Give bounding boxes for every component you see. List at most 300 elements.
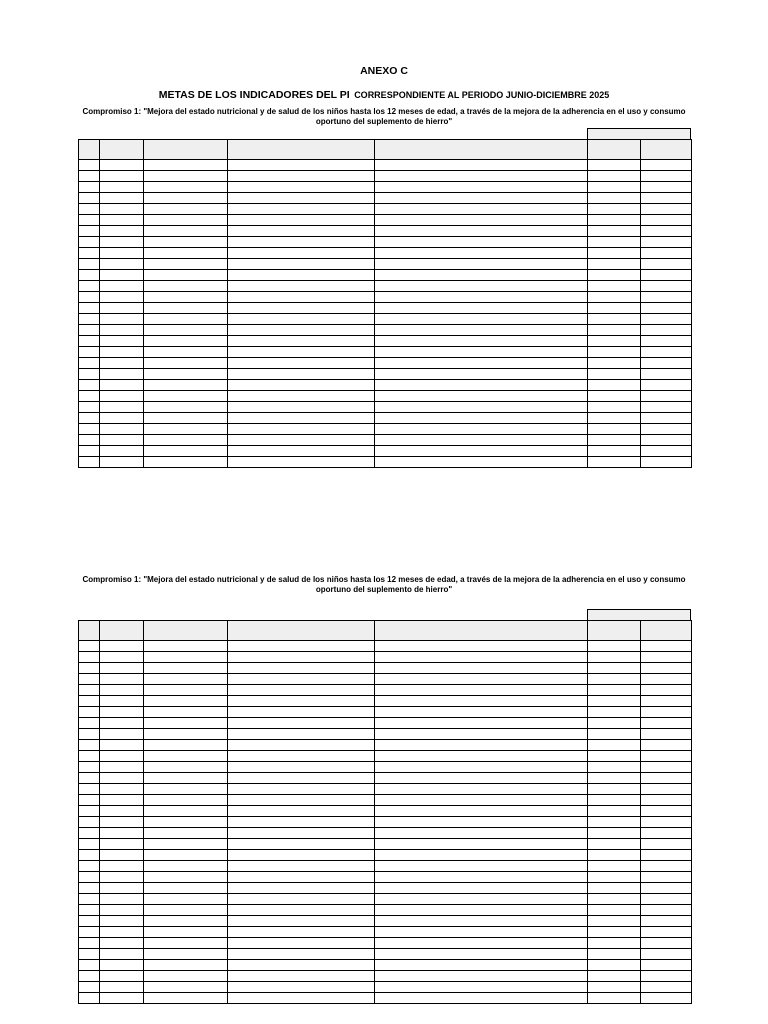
header-cell xyxy=(588,140,641,160)
table-cell xyxy=(79,652,100,663)
table-cell xyxy=(375,806,588,817)
table-cell xyxy=(144,369,228,380)
table-cell xyxy=(100,402,144,413)
table-cell xyxy=(144,663,228,674)
table-cell xyxy=(228,358,375,369)
table-row xyxy=(79,237,692,248)
table-header-row xyxy=(79,621,692,641)
table-cell xyxy=(588,446,641,457)
header-cell xyxy=(375,140,588,160)
table-cell xyxy=(588,806,641,817)
table-cell xyxy=(100,457,144,468)
table-row xyxy=(79,424,692,435)
table-cell xyxy=(100,916,144,927)
table-cell xyxy=(375,707,588,718)
table-row xyxy=(79,795,692,806)
header-cell xyxy=(79,621,100,641)
table-cell xyxy=(79,325,100,336)
table-cell xyxy=(588,784,641,795)
table-cell xyxy=(228,993,375,1004)
table-cell xyxy=(79,784,100,795)
table-cell xyxy=(375,369,588,380)
table-cell xyxy=(641,696,692,707)
table-cell xyxy=(588,938,641,949)
table-cell xyxy=(79,806,100,817)
table-cell xyxy=(641,325,692,336)
table-cell xyxy=(375,281,588,292)
table-cell xyxy=(375,314,588,325)
table-cell xyxy=(79,402,100,413)
table-cell xyxy=(375,674,588,685)
table-cell xyxy=(100,707,144,718)
table-cell xyxy=(375,347,588,358)
annex-title: ANEXO C xyxy=(360,65,408,77)
table-cell xyxy=(144,380,228,391)
table-cell xyxy=(641,413,692,424)
table-cell xyxy=(641,795,692,806)
table-cell xyxy=(588,182,641,193)
table-cell xyxy=(100,641,144,652)
table-cell xyxy=(100,894,144,905)
table-row xyxy=(79,641,692,652)
table-cell xyxy=(79,446,100,457)
table-cell xyxy=(641,215,692,226)
header-cell xyxy=(79,140,100,160)
table-cell xyxy=(100,336,144,347)
table-cell xyxy=(228,927,375,938)
table-cell xyxy=(79,215,100,226)
indicators-table-1 xyxy=(78,139,692,468)
table-cell xyxy=(100,237,144,248)
table-row xyxy=(79,949,692,960)
table-cell xyxy=(375,740,588,751)
table-row xyxy=(79,773,692,784)
table-cell xyxy=(228,160,375,171)
table-cell xyxy=(588,314,641,325)
table-cell xyxy=(375,270,588,281)
table-cell xyxy=(588,457,641,468)
table-cell xyxy=(228,883,375,894)
table-row xyxy=(79,226,692,237)
table-cell xyxy=(375,171,588,182)
table-cell xyxy=(79,773,100,784)
table-cell xyxy=(588,641,641,652)
table-cell xyxy=(79,424,100,435)
table-row xyxy=(79,718,692,729)
table-cell xyxy=(641,982,692,993)
table-cell xyxy=(100,652,144,663)
table-cell xyxy=(375,762,588,773)
table-cell xyxy=(228,663,375,674)
table-row xyxy=(79,435,692,446)
table-cell xyxy=(375,380,588,391)
table-cell xyxy=(375,663,588,674)
table-cell xyxy=(228,817,375,828)
table-cell xyxy=(588,696,641,707)
table-cell xyxy=(228,828,375,839)
table-cell xyxy=(228,938,375,949)
table-cell xyxy=(641,193,692,204)
table-cell xyxy=(144,193,228,204)
table-cell xyxy=(144,806,228,817)
table-cell xyxy=(100,204,144,215)
table-cell xyxy=(144,729,228,740)
table-cell xyxy=(144,927,228,938)
table-cell xyxy=(588,303,641,314)
table-cell xyxy=(588,740,641,751)
table-cell xyxy=(228,204,375,215)
table-cell xyxy=(228,424,375,435)
table-cell xyxy=(144,762,228,773)
table-cell xyxy=(100,762,144,773)
document-title xyxy=(0,85,768,103)
table-row xyxy=(79,347,692,358)
table-cell xyxy=(375,729,588,740)
table-row xyxy=(79,281,692,292)
table-cell xyxy=(144,215,228,226)
table-cell xyxy=(144,905,228,916)
table-cell xyxy=(100,993,144,1004)
table-cell xyxy=(588,435,641,446)
table-row xyxy=(79,850,692,861)
table-row xyxy=(79,369,692,380)
table-cell xyxy=(375,424,588,435)
table-cell xyxy=(641,740,692,751)
table-cell xyxy=(79,751,100,762)
table-cell xyxy=(588,927,641,938)
table-cell xyxy=(228,949,375,960)
table-cell xyxy=(588,971,641,982)
table-cell xyxy=(79,674,100,685)
table-cell xyxy=(228,784,375,795)
table-row xyxy=(79,938,692,949)
table-cell xyxy=(100,380,144,391)
table-cell xyxy=(144,358,228,369)
table-cell xyxy=(228,435,375,446)
table-cell xyxy=(588,861,641,872)
table-cell xyxy=(144,707,228,718)
table-cell xyxy=(228,259,375,270)
table-cell xyxy=(100,729,144,740)
table-cell xyxy=(375,160,588,171)
table-cell xyxy=(588,237,641,248)
table-cell xyxy=(100,347,144,358)
table-cell xyxy=(144,336,228,347)
table-row xyxy=(79,391,692,402)
table-cell xyxy=(79,960,100,971)
table-cell xyxy=(79,160,100,171)
table-cell xyxy=(100,292,144,303)
table-cell xyxy=(588,905,641,916)
table-cell xyxy=(79,391,100,402)
table-cell xyxy=(588,215,641,226)
table-cell xyxy=(144,641,228,652)
header-cell xyxy=(641,140,692,160)
table-row xyxy=(79,696,692,707)
header-cell xyxy=(228,621,375,641)
table-cell xyxy=(641,806,692,817)
table-row xyxy=(79,784,692,795)
table-cell xyxy=(588,685,641,696)
table-cell xyxy=(144,652,228,663)
table-cell xyxy=(375,641,588,652)
table-row xyxy=(79,652,692,663)
table-row xyxy=(79,960,692,971)
table-cell xyxy=(375,993,588,1004)
table-cell xyxy=(100,413,144,424)
table-cell xyxy=(641,971,692,982)
table-cell xyxy=(79,762,100,773)
table-cell xyxy=(228,751,375,762)
table-cell xyxy=(144,292,228,303)
table-cell xyxy=(79,237,100,248)
table-cell xyxy=(375,916,588,927)
table-cell xyxy=(375,391,588,402)
header-cell xyxy=(100,621,144,641)
table-cell xyxy=(79,248,100,259)
table-cell xyxy=(79,347,100,358)
table-cell xyxy=(375,446,588,457)
table-cell xyxy=(79,938,100,949)
table-cell xyxy=(375,949,588,960)
table-cell xyxy=(79,641,100,652)
table-cell xyxy=(588,729,641,740)
table-cell xyxy=(375,905,588,916)
table-cell xyxy=(375,861,588,872)
indicators-table-2 xyxy=(78,620,692,1004)
table-cell xyxy=(100,685,144,696)
table-cell xyxy=(79,696,100,707)
table-row xyxy=(79,817,692,828)
table-cell xyxy=(144,740,228,751)
table-cell xyxy=(228,248,375,259)
table-cell xyxy=(588,707,641,718)
table-cell xyxy=(100,424,144,435)
table-cell xyxy=(144,160,228,171)
table-cell xyxy=(79,839,100,850)
table-cell xyxy=(588,347,641,358)
table-cell xyxy=(144,784,228,795)
table-cell xyxy=(144,894,228,905)
table-cell xyxy=(641,817,692,828)
table-cell xyxy=(375,336,588,347)
table-cell xyxy=(144,850,228,861)
table-cell xyxy=(375,883,588,894)
table-cell xyxy=(144,402,228,413)
table-row xyxy=(79,193,692,204)
table-cell xyxy=(641,652,692,663)
table-cell xyxy=(641,861,692,872)
table-cell xyxy=(641,872,692,883)
table-cell xyxy=(144,685,228,696)
table-cell xyxy=(375,226,588,237)
table-cell xyxy=(375,817,588,828)
table-cell xyxy=(228,652,375,663)
table-cell xyxy=(228,806,375,817)
table-row xyxy=(79,993,692,1004)
table-cell xyxy=(79,457,100,468)
table-cell xyxy=(588,850,641,861)
table-cell xyxy=(588,248,641,259)
table-cell xyxy=(588,795,641,806)
title-main: METAS DE LOS INDICADORES DEL PI xyxy=(158,89,350,101)
table-cell xyxy=(375,193,588,204)
table-cell xyxy=(375,927,588,938)
table-cell xyxy=(588,883,641,894)
table-cell xyxy=(228,292,375,303)
table-cell xyxy=(144,270,228,281)
table-cell xyxy=(100,674,144,685)
table-cell xyxy=(144,982,228,993)
table-cell xyxy=(375,784,588,795)
table-cell xyxy=(79,971,100,982)
table-cell xyxy=(228,696,375,707)
table-cell xyxy=(641,237,692,248)
table-row xyxy=(79,762,692,773)
table-row xyxy=(79,380,692,391)
table-cell xyxy=(588,380,641,391)
table-cell xyxy=(588,281,641,292)
table-cell xyxy=(144,182,228,193)
table-cell xyxy=(588,817,641,828)
header-cell xyxy=(100,140,144,160)
table-cell xyxy=(228,314,375,325)
table-cell xyxy=(79,292,100,303)
table-cell xyxy=(79,204,100,215)
table-cell xyxy=(588,413,641,424)
table-cell xyxy=(641,380,692,391)
table-cell xyxy=(641,446,692,457)
table-cell xyxy=(641,938,692,949)
table-cell xyxy=(641,784,692,795)
table-cell xyxy=(588,872,641,883)
table-row xyxy=(79,894,692,905)
table-cell xyxy=(144,993,228,1004)
table-cell xyxy=(641,391,692,402)
table-cell xyxy=(641,883,692,894)
table-cell xyxy=(144,457,228,468)
table-cell xyxy=(100,391,144,402)
table-cell xyxy=(588,391,641,402)
table-cell xyxy=(641,751,692,762)
table-cell xyxy=(228,729,375,740)
table-cell xyxy=(144,259,228,270)
table-cell xyxy=(588,839,641,850)
table-cell xyxy=(79,828,100,839)
table-cell xyxy=(228,369,375,380)
table-cell xyxy=(144,237,228,248)
table-cell xyxy=(588,424,641,435)
table-cell xyxy=(228,685,375,696)
table-cell xyxy=(79,259,100,270)
table-cell xyxy=(144,248,228,259)
table-row xyxy=(79,663,692,674)
header-cell xyxy=(641,621,692,641)
table-row xyxy=(79,905,692,916)
table-row xyxy=(79,861,692,872)
table-cell xyxy=(375,938,588,949)
table-cell xyxy=(228,171,375,182)
table-cell xyxy=(375,971,588,982)
table-cell xyxy=(144,861,228,872)
table-cell xyxy=(588,993,641,1004)
table-cell xyxy=(375,413,588,424)
table-row xyxy=(79,215,692,226)
table-cell xyxy=(144,171,228,182)
table-cell xyxy=(588,292,641,303)
table-row xyxy=(79,828,692,839)
table-row xyxy=(79,182,692,193)
table-cell xyxy=(588,960,641,971)
table-cell xyxy=(144,795,228,806)
table-header-row xyxy=(79,140,692,160)
table-cell xyxy=(375,652,588,663)
table-cell xyxy=(228,971,375,982)
table-row xyxy=(79,358,692,369)
table-cell xyxy=(641,718,692,729)
table-cell xyxy=(100,960,144,971)
table-cell xyxy=(100,248,144,259)
table-cell xyxy=(79,707,100,718)
table-cell xyxy=(641,171,692,182)
table-cell xyxy=(144,773,228,784)
table-cell xyxy=(79,413,100,424)
table-cell xyxy=(641,270,692,281)
table-cell xyxy=(228,347,375,358)
table-row xyxy=(79,751,692,762)
title-period: CORRESPONDIENTE AL PERIODO JUNIO-DICIEMBRE 2025 xyxy=(354,90,610,100)
table-cell xyxy=(144,391,228,402)
table-cell xyxy=(79,171,100,182)
table-cell xyxy=(588,336,641,347)
header-cell xyxy=(144,140,228,160)
table-cell xyxy=(641,402,692,413)
table-cell xyxy=(228,336,375,347)
table-cell xyxy=(588,204,641,215)
table-row xyxy=(79,685,692,696)
table-cell xyxy=(79,993,100,1004)
header-cell xyxy=(375,621,588,641)
table-cell xyxy=(144,303,228,314)
table-cell xyxy=(100,314,144,325)
table-cell xyxy=(228,839,375,850)
table-cell xyxy=(100,806,144,817)
commitment-text-1: Compromiso 1: "Mejora del estado nutricional y de salud de los niños hasta los 12 meses de edad, a través de la mejora de la adherencia en el uso y consumo oportuno del suplemento de hierro" xyxy=(82,107,686,126)
table-cell xyxy=(100,905,144,916)
table-cell xyxy=(79,226,100,237)
table-cell xyxy=(144,347,228,358)
table-row xyxy=(79,982,692,993)
table-cell xyxy=(228,215,375,226)
table-1-group-header xyxy=(587,128,691,139)
table-cell xyxy=(641,993,692,1004)
table-cell xyxy=(375,292,588,303)
table-row xyxy=(79,248,692,259)
table-cell xyxy=(79,336,100,347)
table-cell xyxy=(228,413,375,424)
table-cell xyxy=(588,369,641,380)
table-cell xyxy=(144,424,228,435)
table-cell xyxy=(641,641,692,652)
table-cell xyxy=(588,916,641,927)
table-cell xyxy=(641,905,692,916)
table-cell xyxy=(79,916,100,927)
table-cell xyxy=(228,391,375,402)
table-cell xyxy=(100,325,144,336)
table-cell xyxy=(144,828,228,839)
table-cell xyxy=(641,435,692,446)
table-cell xyxy=(144,446,228,457)
